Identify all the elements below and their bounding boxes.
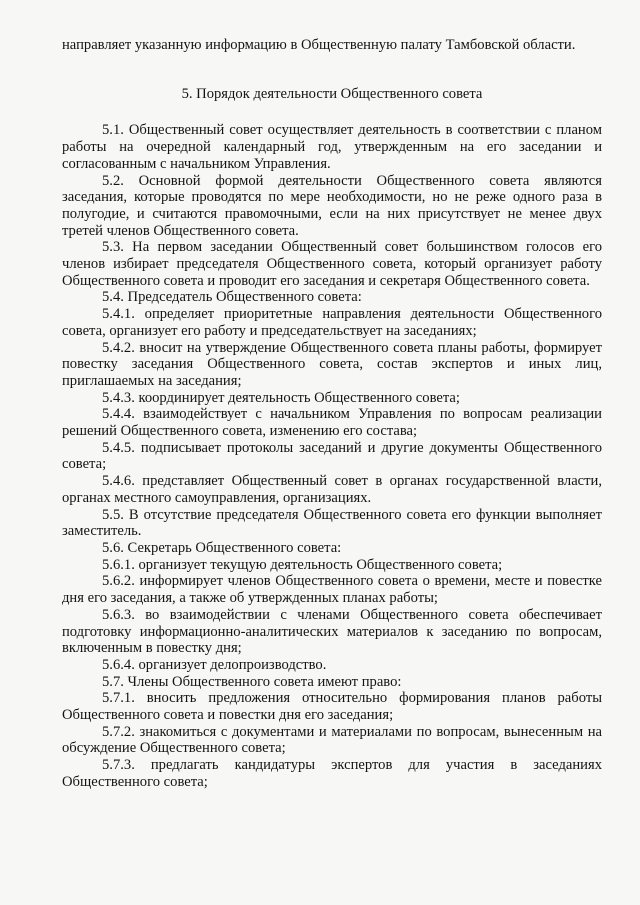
paragraph-5-7-2: 5.7.2. знакомиться с документами и материалами по вопросам, вынесенным на обсуждение Общественного совета;	[62, 723, 602, 757]
paragraph-5-6-4: 5.6.4. организует делопроизводство.	[102, 656, 327, 673]
paragraph-5-4-1: 5.4.1. определяет приоритетные направления деятельности Общественного совета, организует его работу и председательствует на заседаниях;	[62, 306, 602, 339]
paragraph-5-4-4: 5.4.4. взаимодействует с начальником Управления по вопросам реализации решений Общественного совета, изменению его состава;	[62, 406, 602, 440]
paragraph-5-7-1: 5.7.1. вносить предложения относительно формирования планов работы Общественного совета и повестки дня его заседания;	[62, 690, 602, 724]
paragraph-5-6-3: 5.6.3. во взаимодействии с членами Общественного совета обеспечивает подготовку информационно-аналитических материалов к заседанию по вопросам, включенным в повестку дня;	[62, 606, 602, 657]
paragraph-5-7-3: 5.7.3. предлагать кандидатуры экспертов для участия в заседаниях Общественного совета;	[62, 757, 602, 790]
section-heading: 5. Порядок деятельности Общественного совета	[181, 85, 483, 102]
paragraph-5-3: 5.3. На первом заседании Общественный совет большинством голосов его членов избирает председателя Общественного совета, который организует работу Общественного совета и проводит его заседания и секретаря Общественного совета.	[62, 239, 602, 289]
paragraph-5-6-1: 5.6.1. организует текущую деятельность Общественного совета;	[102, 556, 503, 573]
paragraph-5-4-5: 5.4.5. подписывает протоколы заседаний и другие документы Общественного совета;	[62, 439, 602, 473]
paragraph-5-4-6: 5.4.6. представляет Общественный совет в органах государственной власти, органах местного самоуправления, организациях.	[62, 473, 602, 506]
paragraph-5-2: 5.2. Основной формой деятельности Общественного совета являются заседания, которые проводятся по мере необходимости, но не реже одного раза в полугодие, и считаются правомочными, если на них присутствует не менее двух третей членов Общественного совета.	[62, 172, 602, 239]
paragraph-5-6-2: 5.6.2. информирует членов Общественного совета о времени, месте и повестке дня его заседания, а также об утвержденных планах работы;	[62, 573, 602, 607]
paragraph-5-5: 5.5. В отсутствие председателя Общественного совета его функции выполняет заместитель.	[62, 506, 602, 540]
paragraph-5-1: 5.1. Общественный совет осуществляет деятельность в соответствии с планом работы на очередной календарный год, утвержденным на его заседании и согласованным с начальником Управления.	[62, 122, 602, 172]
continuation-text: направляет указанную информацию в Общественную палату Тамбовской области.	[62, 37, 576, 53]
paragraph-5-7: 5.7. Члены Общественного совета имеют право:	[102, 673, 402, 690]
paragraph-5-4-2: 5.4.2. вносит на утверждение Общественного совета планы работы, формирует повестку заседания Общественного совета, состав экспертов и иных лиц, приглашаемых на заседания;	[62, 339, 602, 389]
paragraph-5-6: 5.6. Секретарь Общественного совета:	[102, 539, 342, 556]
paragraph-5-4-3: 5.4.3. координирует деятельность Общественного совета;	[102, 389, 460, 406]
paragraph-5-4: 5.4. Председатель Общественного совета:	[102, 289, 362, 306]
